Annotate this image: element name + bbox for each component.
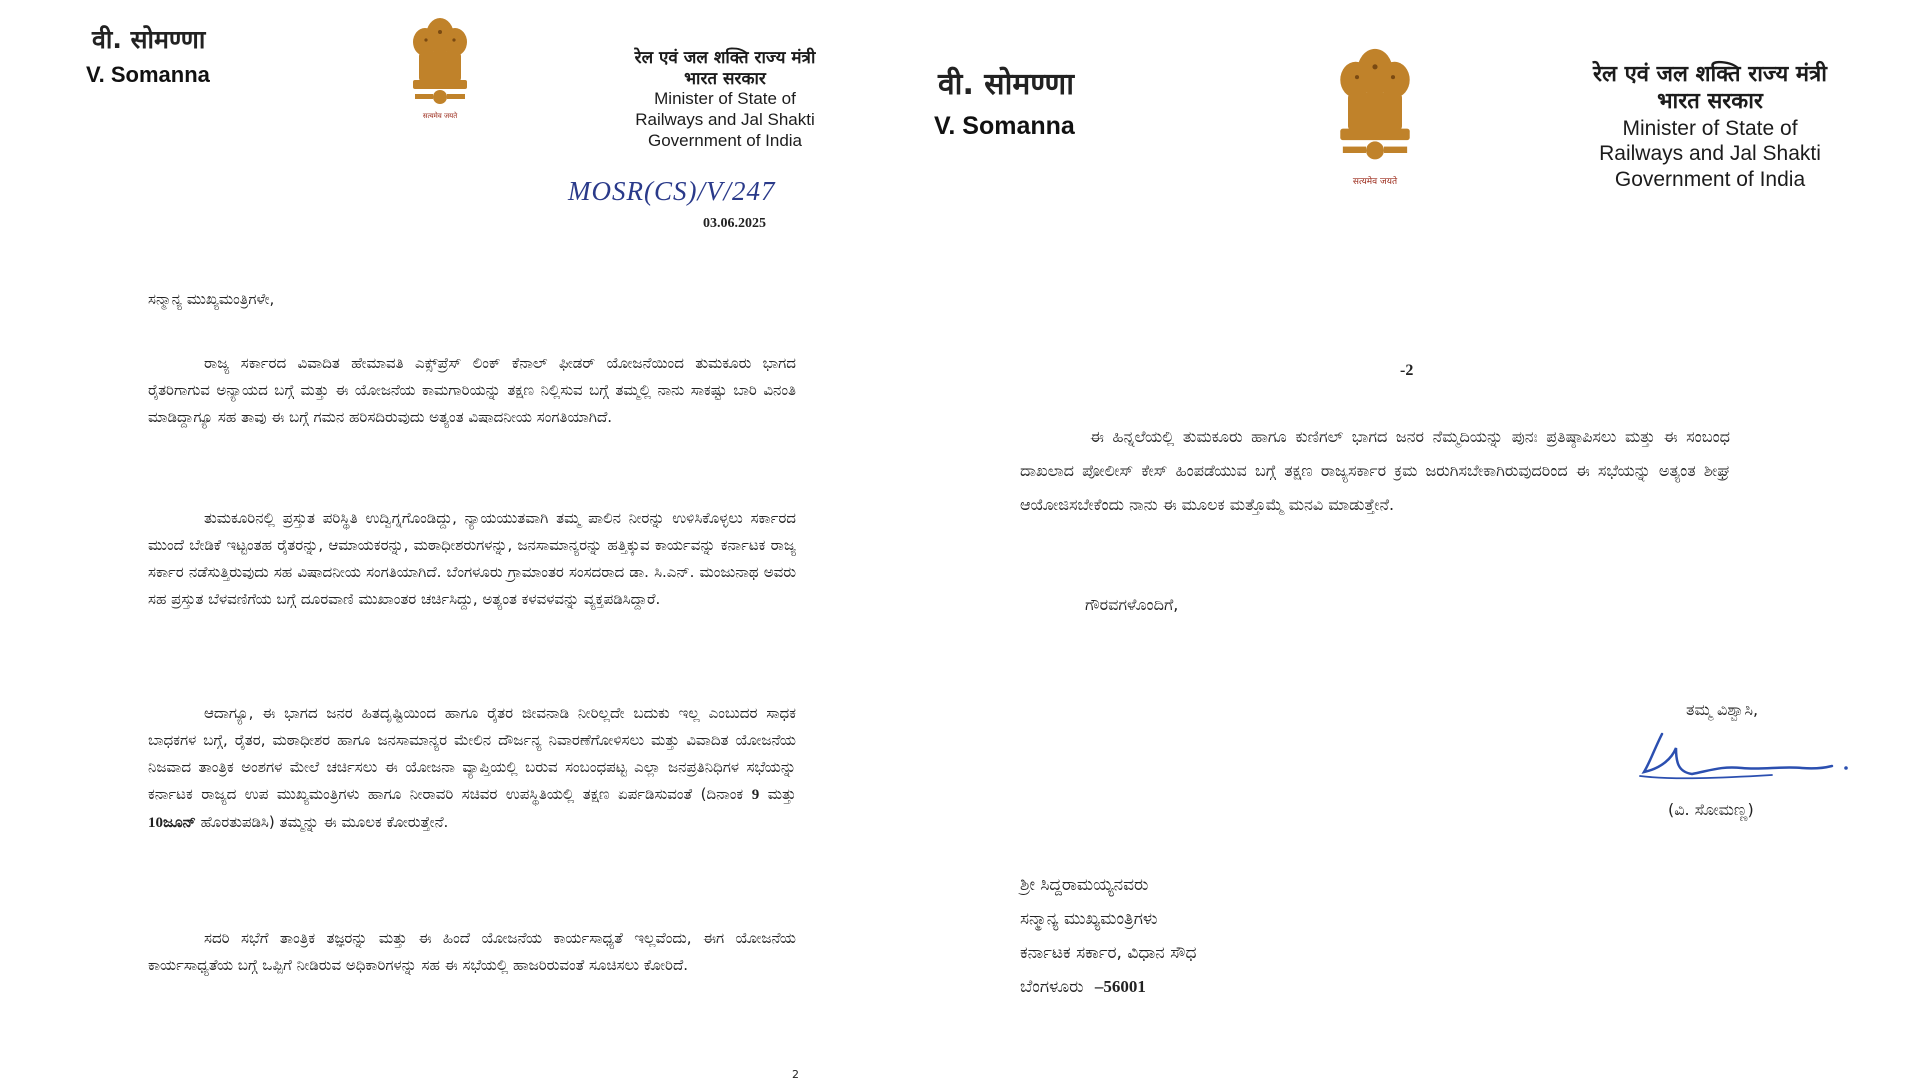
paragraph-text: ಹೊರತುಪಡಿಸಿ) ತಮ್ಮನ್ನು ಈ ಮೂಲಕ ಕೋರುತ್ತೇನೆ. bbox=[200, 813, 449, 831]
designation-english-line3: Government of India bbox=[647, 130, 803, 150]
designation-hindi-line1: रेल एवं जल शक्ति राज्य मंत्री bbox=[634, 48, 816, 68]
address-line-3: ಕರ್ನಾಟಕ ಸರ್ಕಾರ, ವಿಧಾನ ಸೌಧ bbox=[1020, 943, 1197, 963]
letter-paragraph-5 bbox=[1020, 420, 1730, 522]
page-number: -2 bbox=[1400, 362, 1414, 379]
paragraph-text: ರಾಜ್ಯ ಸರ್ಕಾರದ ವಿವಾದಿತ ಹೇಮಾವತಿ ಎಕ್ಸ್‌ಪ್ರೆಸ್ ಲಿಂಕ್ ಕೆನಾಲ್ ಫೀಡರ್ ಯೋಜನೆಯಿಂದ ತುಮಕೂರು ಭಾಗದ ರೈತರಿಗಾಗುವ ಅನ್ಯಾಯದ ಬಗ್ಗೆ ಮತ್ತು ಈ ಯೋಜನೆಯ ಕಾಮಗಾರಿಯನ್ನು ತಕ್ಷಣ ನಿಲ್ಲಿಸುವ ಬಗ್ಗೆ ತಮ್ಮಲ್ಲಿ ನಾನು ಸಾಕಷ್ಟು ಬಾರಿ ವಿನಂತಿ ಮಾಡಿದ್ದಾಗ್ಯೂ ಸಹ ತಾವು ಈ ಬಗ್ಗೆ ಗಮನ ಹರಿಸದಿರುವುದು ಅತ್ಯಂತ ವಿಷಾದನೀಯ ಸಂಗತಿಯಾಗಿದೆ. bbox=[148, 354, 796, 426]
designation-english-line2: Railways and Jal Shakti bbox=[1599, 142, 1821, 166]
letter-paragraph-1 bbox=[148, 350, 796, 431]
paragraph-text: ಆದಾಗ್ಯೂ, ಈ ಭಾಗದ ಜನರ ಹಿತದೃಷ್ಟಿಯಿಂದ ಹಾಗೂ ರೈತರ ಜೀವನಾಡಿ ನೀರಿಲ್ಲದೇ ಬದುಕು ಇಲ್ಲ ಎಂಬುದರ ಸಾಧಕ ಬಾಧಕಗಳ ಬಗ್ಗೆ, ರೈತರ, ಮಠಾಧೀಶರ ಹಾಗೂ ಜನಸಾಮಾನ್ಯರ ಮೇಲಿನ ದೌರ್ಜನ್ಯ ನಿವಾರಣೆಗೋಳಿಸಲು ಮತ್ತು ವಿವಾದಿತ ಯೋಜನೆಯ ನಿಜವಾದ ತಾಂತ್ರಿಕ ಅಂಶಗಳ ಮೇಲೆ ಚರ್ಚಿಸಲು ಈ ಯೋಜನಾ ವ್ಯಾಪ್ತಿಯಲ್ಲಿ ಬರುವ ಸಂಬಂಧಪಟ್ಟ ಎಲ್ಲಾ ಜನಪ್ರತಿನಿಧಿಗಳ ಸಭೆಯನ್ನು ಕರ್ನಾಟಕ ರಾಜ್ಯದ ಉಪ ಮುಖ್ಯಮಂತ್ರಿಗಳು ಹಾಗೂ ನೀರಾವರಿ ಸಚಿವರ ಉಪಸ್ಥಿತಿಯಲ್ಲಿ ತಕ್ಷಣ ಏರ್ಪಡಿಸುವಂತೆ (ದಿನಾಂಕ bbox=[148, 704, 796, 803]
sender-name-hindi: वी. सोमण्णा bbox=[92, 25, 206, 54]
designation-english-line2: Railways and Jal Shakti bbox=[635, 110, 815, 130]
designation-english-line1: Minister of State of bbox=[654, 89, 796, 109]
closing-regards: ಗೌರವಗಳೊಂದಿಗೆ, bbox=[1085, 595, 1179, 614]
letter-page-2 bbox=[920, 0, 1920, 1080]
national-emblem bbox=[1320, 38, 1430, 187]
designation-english-line1: Minister of State of bbox=[1622, 116, 1798, 140]
letter-date: 03.06.2025 bbox=[703, 216, 766, 231]
designation-english-line3: Government of India bbox=[1614, 167, 1806, 191]
sender-designation bbox=[1560, 62, 1860, 192]
designation-hindi-line2: भारत सरकार bbox=[1657, 88, 1763, 114]
national-emblem-icon bbox=[1330, 38, 1420, 178]
sender-name-hindi: वी. सोमण्णा bbox=[938, 67, 1074, 102]
reference-number: MOSR(CS)/V/247 bbox=[568, 176, 776, 206]
address-line-1: ಶ್ರೀ ಸಿದ್ದರಾಮಯ್ಯನವರು bbox=[1020, 875, 1149, 895]
salutation: ಸನ್ಮಾನ್ಯ ಮುಖ್ಯಮಂತ್ರಿಗಳೇ, bbox=[148, 290, 275, 308]
meeting-date-a: 9 bbox=[751, 787, 760, 803]
sender-name-english: V. Somanna bbox=[934, 112, 1075, 140]
signatory-name: (ವಿ. ಸೋಮಣ್ಣ) bbox=[1668, 800, 1754, 819]
national-emblem-icon bbox=[405, 14, 475, 114]
emblem-motto: सत्यमेव जयते bbox=[422, 112, 458, 120]
national-emblem bbox=[395, 14, 485, 121]
address-line-4 bbox=[1020, 970, 1197, 1004]
letter-page-1 bbox=[0, 0, 940, 1080]
sender-designation bbox=[575, 48, 875, 152]
page-continuation-marker: 2 bbox=[792, 1068, 799, 1081]
closing-yours: ತಮ್ಮ ವಿಶ್ವಾಸಿ, bbox=[1686, 700, 1759, 719]
address-city: ಬೆಂಗಳೂರು bbox=[1020, 977, 1084, 997]
letter-paragraph-2 bbox=[148, 505, 796, 613]
address-line-2: ಸನ್ಮಾನ್ಯ ಮುಖ್ಯಮಂತ್ರಿಗಳು bbox=[1020, 909, 1158, 929]
paragraph-text: ಈ ಹಿನ್ನಲೆಯಲ್ಲಿ ತುಮಕೂರು ಹಾಗೂ ಕುಣಿಗಲ್ ಭಾಗದ ಜನರ ನೆಮ್ಮದಿಯನ್ನು ಪುನಃ ಪ್ರತಿಷ್ಠಾಪಿಸಲು ಮತ್ತು ಈ ಸಂಬಂಧ ದಾಖಲಾದ ಪೋಲೀಸ್ ಕೇಸ್ ಹಿಂಪಡೆಯುವ ಬಗ್ಗೆ ತಕ್ಷಣ ರಾಜ್ಯಸರ್ಕಾರ ಕ್ರಮ ಜರುಗಿಸಬೇಕಾಗಿರುವುದರಿಂದ ಈ ಸಭೆಯನ್ನು ಅತ್ಯಂತ ಶೀಘ್ರ ಆಯೋಜಿಸಬೇಕೆಂದು ನಾನು ಈ ಮೂಲಕ ಮತ್ತೊಮ್ಮೆ ಮನವಿ ಮಾಡುತ್ತೇನೆ. bbox=[1020, 427, 1730, 514]
designation-hindi-line2: भारत सरकार bbox=[684, 68, 766, 89]
sender-name-english: V. Somanna bbox=[86, 62, 210, 87]
paragraph-text: ತುಮಕೂರಿನಲ್ಲಿ ಪ್ರಸ್ತುತ ಪರಿಸ್ಥಿತಿ ಉದ್ವಿಗ್ನಗೊಂಡಿದ್ದು, ನ್ಯಾಯಯುತವಾಗಿ ತಮ್ಮ ಪಾಲಿನ ನೀರನ್ನು ಉಳಿಸಿಕೊಳ್ಳಲು ಸರ್ಕಾರದ ಮುಂದೆ ಬೇಡಿಕೆ ಇಟ್ಟಂತಹ ರೈತರನ್ನು, ಆಮಾಯಕರನ್ನು, ಮಠಾಧೀಶರುಗಳನ್ನು, ಜನಸಾಮಾನ್ಯರನ್ನು ಹತ್ತಿಕ್ಕುವ ಕಾರ್ಯವನ್ನು ಕರ್ನಾಟಕ ರಾಜ್ಯ ಸರ್ಕಾರ ನಡೆಸುತ್ತಿರುವುದು ಸಹ ವಿಷಾದನೀಯ ಸಂಗತಿಯಾಗಿದೆ. ಬೆಂಗಳೂರು ಗ್ರಾಮಾಂತರ ಸಂಸದರಾದ ಡಾ. ಸಿ.ಎನ್. ಮಂಜುನಾಥ ಅವರು ಸಹ ಪ್ರಸ್ತುತ ಬೆಳವಣಿಗೆಯ ಬಗ್ಗೆ ದೂರವಾಣಿ ಮುಖಾಂತರ ಚರ್ಚಿಸಿದ್ದು, ಅತ್ಯಂತ ಕಳವಳವನ್ನು ವ್ಯಕ್ತಪಡಿಸಿದ್ದಾರೆ. bbox=[148, 509, 796, 608]
emblem-motto: सत्यमेव जयते bbox=[1352, 177, 1398, 187]
paragraph-text: ಸದರಿ ಸಭೆಗೆ ತಾಂತ್ರಿಕ ತಜ್ಞರನ್ನು ಮತ್ತು ಈ ಹಿಂದೆ ಯೋಜನೆಯ ಕಾರ್ಯಸಾಧ್ಯತೆ ಇಲ್ಲವೆಂದು, ಈಗ ಯೋಜನೆಯ ಕಾರ್ಯಸಾಧ್ಯತೆಯ ಬಗ್ಗೆ ಒಪ್ಪಿಗೆ ನೀಡಿರುವ ಅಧಿಕಾರಿಗಳನ್ನು ಸಹ ಈ ಸಭೆಯಲ್ಲಿ ಹಾಜರಿರುವಂತೆ ಸೂಚಿಸಲು ಕೋರಿದೆ. bbox=[148, 929, 796, 974]
letter-paragraph-3 bbox=[148, 700, 796, 837]
letter-paragraph-4 bbox=[148, 925, 796, 979]
signature-icon bbox=[1632, 728, 1852, 788]
paragraph-text: ಮತ್ತು bbox=[767, 785, 796, 803]
designation-hindi-line1: रेल एवं जल शक्ति राज्य मंत्री bbox=[1593, 62, 1827, 87]
meeting-date-b: 10ಜೂನ್ bbox=[148, 815, 196, 831]
address-pincode: –56001 bbox=[1094, 977, 1146, 996]
recipient-address bbox=[1020, 868, 1197, 1004]
